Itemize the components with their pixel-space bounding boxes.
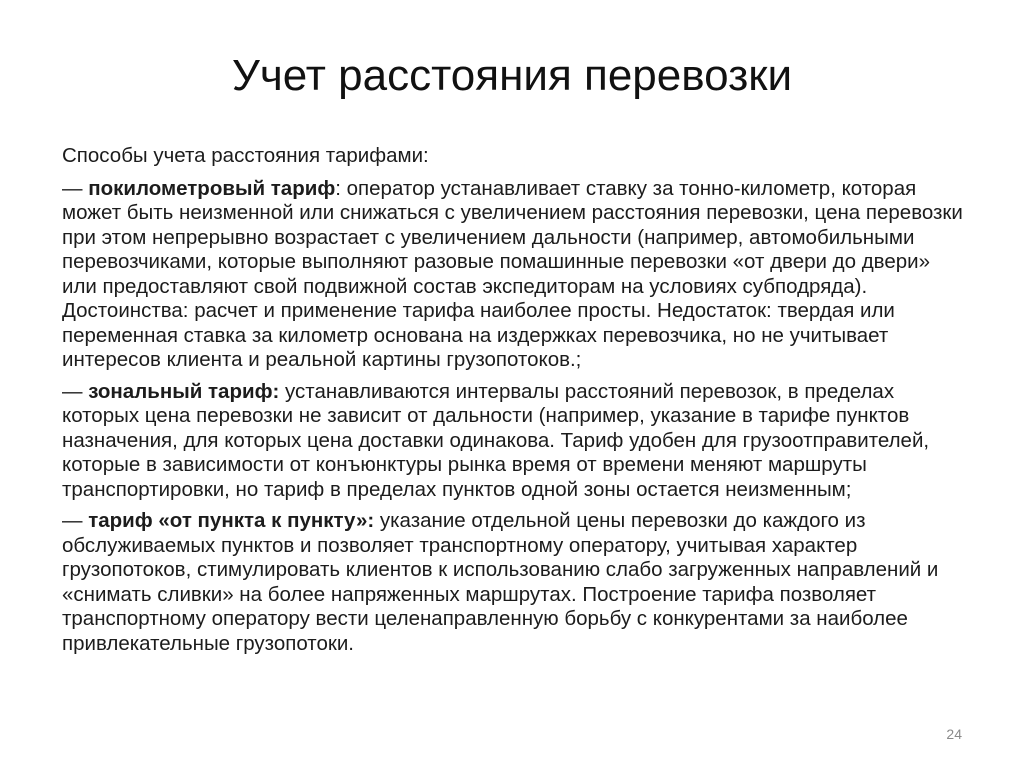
item-text: указание отдельной цены перевозки до каждого из обслуживаемых пунктов и позволяет транспортному оператору, учитывая характер грузопотоков, стимулировать клиентов к использованию слабо загруженных направлений и «снимать сливки» на более напряженных маршрутах. Построение тарифа позволяет транспортному оператору вести целенаправленную борьбу с конкурентами за наиболее привлекательные грузопотоки. — [62, 509, 939, 655]
slide-title: Учет расстояния перевозки — [231, 51, 793, 100]
item-text: : оператор устанавливает ставку за тонно-километр, которая может быть неизменной или снижаться с увеличением расстояния перевозки, цена перевозки при этом непрерывно возрастает с увеличением дальности (например, автомобильными перевозчиками, которые выполняют разовые помашинные перевозки «от двери до двери» или предоставляют свой подвижной состав экспедиторам на условиях субподряда). Достоинства: расчет и применение тарифа наиболее просты. Недостаток: твердая или переменная ставка за километр основана на издержках перевозчика, но не учитывает интересов клиента и реальной картины грузопотоков.; — [62, 176, 963, 371]
item-dash: — — [62, 509, 89, 532]
item-term: зональный тариф: — [88, 379, 280, 403]
item-term: покилометровый тариф — [88, 176, 336, 200]
item-text: устанавливаются интервалы расстояний перевозок, в пределах которых цена перевозки не зависит от дальности (например, указание в тарифе пунктов назначения, для которых цена доставки одинакова. Тариф удобен для грузоотправителей, которые в зависимости от конъюнктуры рынка время от времени меняют маршруты транспортировки, но тариф в пределах пунктов одной зоны остается неизменным; — [62, 379, 930, 501]
item-dash: — — [62, 176, 89, 200]
list-item-point-to-point-tariff — [62, 509, 967, 656]
slide-body — [62, 144, 967, 663]
item-dash: — — [62, 379, 89, 403]
item-term: тариф «от пункта к пункту»: — [88, 509, 375, 532]
list-item-per-km-tariff — [62, 177, 967, 373]
page-number: 24 — [946, 726, 962, 742]
list-item-zone-tariff — [62, 380, 967, 503]
intro-text: Способы учета расстояния тарифами: — [62, 144, 429, 167]
